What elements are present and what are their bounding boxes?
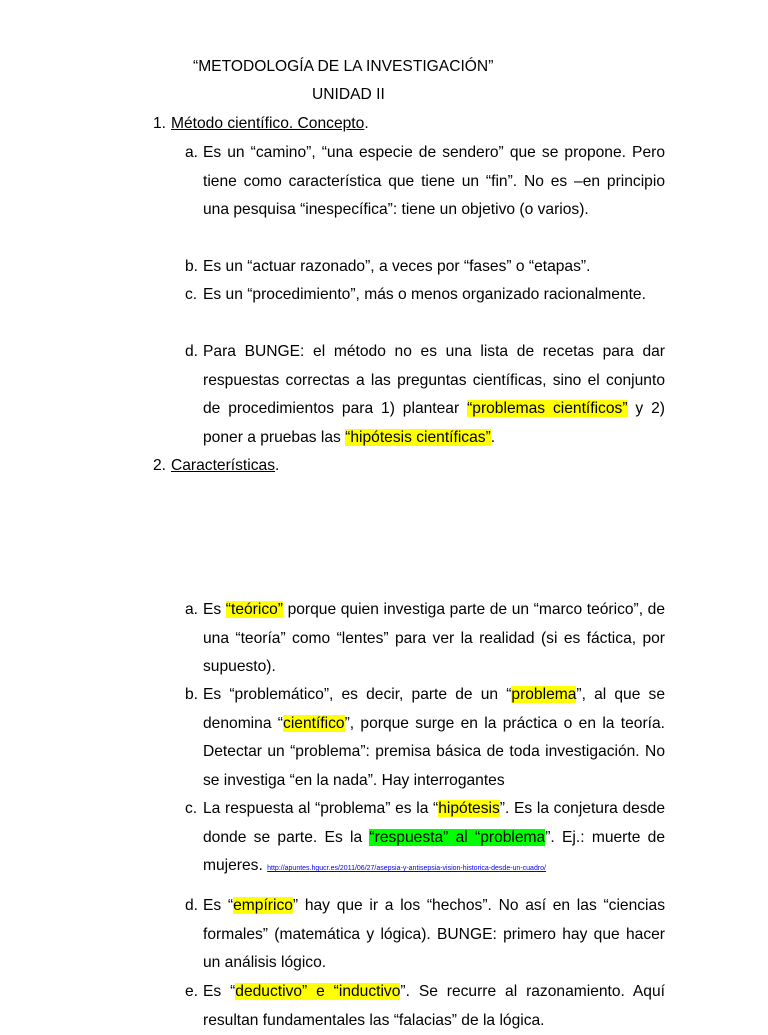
list-item — [185, 681, 665, 795]
text-segment: Es “ — [203, 897, 234, 914]
unit-heading: UNIDAD II — [312, 86, 385, 103]
reference-link[interactable]: http://apuntes.hgucr.es/2011/06/27/asepsia-y-antisepsia-vision-historica-desde-un-cuadro/ — [267, 865, 547, 873]
list-item-text — [203, 281, 665, 310]
list-item — [185, 978, 665, 1035]
section-title: Método científico. Concepto — [171, 115, 365, 132]
list-item-text — [203, 681, 665, 795]
text-segment: Es un “actuar razonado”, a veces por “fases” o “etapas”. — [203, 258, 591, 275]
text-segment: ”. Ej.: muerte de mujeres. — [203, 828, 665, 875]
list-item-letter: d. — [185, 343, 199, 360]
list-item-text — [203, 253, 665, 282]
text-segment: ” hay que ir a los “hechos”. No así en las “ciencias formales” (matemática y lógica). BUNGE: primero hay que hacer un análisis lógico. — [203, 897, 665, 972]
list-item-letter: a. — [185, 601, 199, 618]
list-item-text — [203, 795, 665, 881]
section-heading-concepto — [153, 110, 369, 138]
text-segment: Es “problemático”, es decir, parte de un “ — [203, 686, 512, 703]
list-item-text — [203, 978, 665, 1035]
text-segment: La respuesta al “problema” es la “ — [203, 800, 439, 817]
text-segment: Es — [203, 601, 226, 618]
list-item — [185, 892, 665, 978]
text-segment: ”, al que se denomina “ — [203, 686, 665, 732]
list-item-letter: b. — [185, 686, 199, 703]
list-item-letter: c. — [185, 800, 198, 817]
list-item-letter: c. — [185, 286, 198, 303]
highlighted-term: problema — [511, 686, 577, 703]
list-item-letter: a. — [185, 144, 199, 161]
text-segment: Es un “procedimiento”, más o menos organizado racionalmente. — [203, 286, 646, 303]
highlighted-term: científico — [283, 714, 345, 732]
section-title-tail: . — [364, 115, 369, 132]
section-number: 2. — [153, 457, 167, 474]
text-segment: Para BUNGE: el método no es una lista de recetas para dar respuestas correctas a las preguntas científicas, sino el conjunto de procedimientos para 1) plantear — [203, 343, 665, 418]
text-segment: y 2) poner a pruebas las — [203, 400, 665, 446]
list-item — [185, 338, 665, 452]
text-segment: Es “ — [203, 983, 236, 1000]
text-segment: ”, porque surge en la práctica o en la teoría. Detectar un “problema”: premisa básica de toda investigación. No se investiga “en la nada”. Hay interrogantes — [203, 714, 666, 789]
list-item — [185, 596, 665, 682]
list-item-text — [203, 338, 665, 452]
text-segment: ”. Es la conjetura desde donde se parte. Es la — [203, 800, 665, 846]
text-segment: Es un “camino”, “una especie de sendero” que se propone. Pero tiene como característica que tiene un “fin”. No es –en principio una pesquisa “inespecífica”: tiene un objetivo (o varios). — [203, 144, 665, 219]
highlighted-term: “hipótesis científicas” — [345, 428, 491, 446]
highlighted-term: “teórico” — [225, 601, 283, 618]
highlighted-term: hipótesis — [438, 800, 500, 817]
text-segment: . — [490, 428, 496, 446]
document-title: “METODOLOGÍA DE LA INVESTIGACIÓN” — [193, 58, 494, 75]
section-title-tail: . — [275, 457, 280, 474]
list-item — [185, 795, 665, 881]
section-title: Características — [171, 457, 275, 474]
highlighted-term-green: “respuesta” al “problema — [369, 828, 546, 846]
highlighted-term: “problemas científicos” — [467, 400, 628, 418]
list-item — [185, 253, 665, 282]
highlighted-term: deductivo” e “inductivo — [235, 983, 401, 1000]
highlighted-term: empírico — [233, 897, 293, 914]
list-item-text — [203, 596, 665, 682]
list-item-text — [203, 892, 665, 978]
list-item-letter: b. — [185, 258, 199, 275]
list-item — [185, 281, 665, 310]
list-item-letter: d. — [185, 897, 199, 914]
section-heading-caracteristicas — [153, 452, 279, 480]
section-number: 1. — [153, 115, 167, 132]
list-item-letter: e. — [185, 983, 199, 1000]
list-item — [185, 139, 665, 225]
text-segment: porque quien investiga parte de un “marco teórico”, de una “teoría” como “lentes” para ver la realidad (si es fáctica, por supuesto). — [203, 601, 666, 676]
text-segment: ”. Se recurre al razonamiento. Aquí resultan fundamentales las “falacias” de la lógica. — [203, 983, 665, 1029]
list-item-text — [203, 139, 665, 225]
